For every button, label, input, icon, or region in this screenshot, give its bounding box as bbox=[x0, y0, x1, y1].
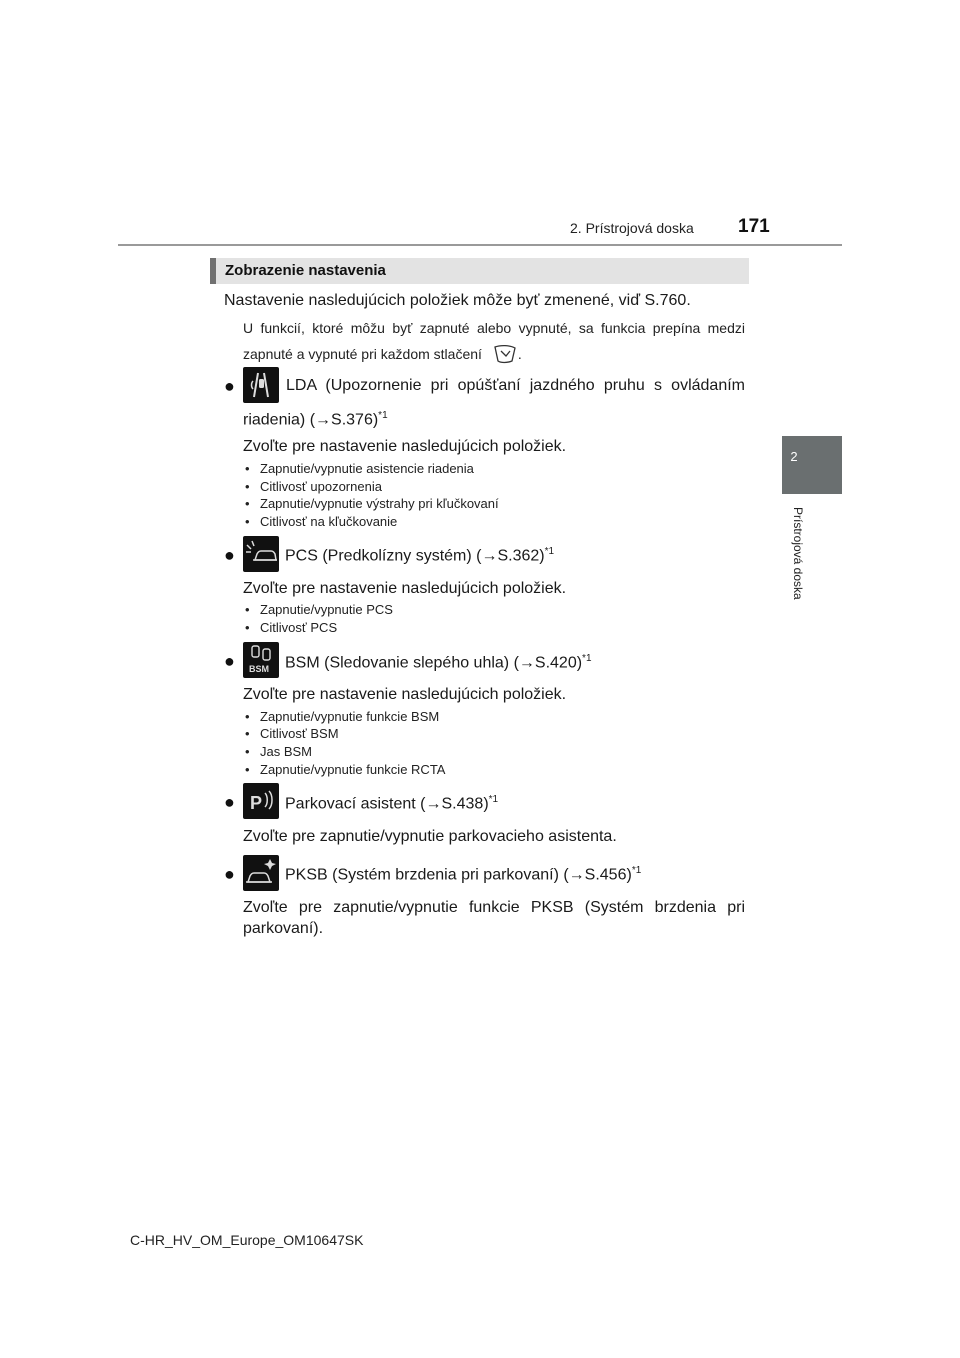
list-item: • Citlivosť PCS bbox=[245, 620, 338, 635]
lda-title-text: riadenia) (→S.376) bbox=[243, 411, 379, 429]
steering-switch-icon bbox=[492, 344, 518, 364]
list-item: • Zapnutie/vypnutie funkcie RCTA bbox=[245, 762, 446, 777]
bsm-title bbox=[285, 653, 592, 672]
pcs-title bbox=[285, 546, 554, 565]
note-line-2 bbox=[243, 344, 522, 364]
note-line-1: U funkcií, ktoré môžu byť zapnuté alebo vypnuté, sa funkcia prepína medzi bbox=[243, 320, 745, 336]
running-header-section: 2. Prístrojová doska bbox=[570, 220, 694, 236]
list-item-text: Zapnutie/vypnutie funkcie BSM bbox=[260, 709, 440, 724]
chapter-tab-label: Prístrojová doska bbox=[791, 507, 805, 600]
lda-description: Zvoľte pre nastavenie nasledujúcich položiek. bbox=[243, 438, 567, 455]
lda-title-line-2 bbox=[243, 410, 388, 429]
list-item-text: Zapnutie/vypnutie PCS bbox=[260, 602, 393, 617]
parking-assist-title bbox=[285, 794, 498, 813]
header-divider bbox=[118, 244, 842, 246]
parking-assist-title-text: Parkovací asistent (→S.438) bbox=[285, 795, 489, 813]
bullet-marker: ● bbox=[224, 651, 235, 671]
list-item: • Zapnutie/vypnutie výstrahy pri kľučkovaní bbox=[245, 496, 499, 511]
parking-assist-icon bbox=[243, 783, 279, 819]
list-item: • Zapnutie/vypnutie PCS bbox=[245, 602, 393, 617]
list-item-text: Citlivosť BSM bbox=[260, 726, 339, 741]
note-line-2-end: . bbox=[517, 346, 522, 362]
pksb-description-line-2: parkovaní). bbox=[243, 920, 324, 937]
bsm-description: Zvoľte pre nastavenie nasledujúcich položiek. bbox=[243, 686, 567, 703]
footnote-marker: *1 bbox=[631, 865, 642, 876]
chapter-tab bbox=[782, 436, 842, 494]
bullet-marker: ● bbox=[224, 545, 235, 565]
pcs-icon bbox=[243, 536, 279, 572]
list-item: • Citlivosť upozornenia bbox=[245, 479, 382, 494]
footnote-marker: *1 bbox=[488, 794, 499, 805]
footnote-marker: *1 bbox=[378, 410, 388, 421]
list-item-text: Zapnutie/vypnutie asistencie riadenia bbox=[260, 461, 474, 476]
bullet-marker: ● bbox=[224, 864, 235, 884]
list-item: • Citlivosť na kľučkovanie bbox=[245, 514, 398, 529]
note-line-2-text: zapnuté a vypnuté pri každom stlačení bbox=[243, 346, 482, 362]
bsm-title-text: BSM (Sledovanie slepého uhla) (→S.420) bbox=[285, 654, 583, 672]
list-item-text: Zapnutie/vypnutie funkcie RCTA bbox=[260, 762, 446, 777]
footnote-marker: *1 bbox=[582, 653, 592, 664]
list-item-text: Citlivosť upozornenia bbox=[260, 479, 382, 494]
list-item: • Zapnutie/vypnutie funkcie BSM bbox=[245, 709, 440, 724]
section-heading-text: Zobrazenie nastavenia bbox=[225, 262, 386, 279]
list-item-text: Citlivosť PCS bbox=[260, 620, 338, 635]
svg-text:P: P bbox=[250, 793, 263, 813]
footnote-marker: *1 bbox=[544, 546, 555, 557]
parking-assist-description: Zvoľte pre zapnutie/vypnutie parkovacieho asistenta. bbox=[243, 828, 617, 845]
section-heading bbox=[210, 258, 749, 284]
page-number: 171 bbox=[738, 216, 770, 237]
lda-title-line-1: LDA (Upozornenie pri opúšťaní jazdného pruhu s ovládaním bbox=[286, 377, 745, 394]
list-item-text: Citlivosť na kľučkovanie bbox=[260, 514, 398, 529]
bsm-icon-label: BSM bbox=[249, 664, 269, 674]
pksb-description-line-1: Zvoľte pre zapnutie/vypnutie funkcie PKSB (Systém brzdenia pri bbox=[243, 899, 745, 916]
list-item: • Citlivosť BSM bbox=[245, 726, 339, 741]
pksb-icon bbox=[243, 855, 279, 891]
pcs-title-text: PCS (Predkolízny systém) (→S.362) bbox=[285, 547, 545, 565]
bullet-marker: ● bbox=[224, 792, 235, 812]
pcs-description: Zvoľte pre nastavenie nasledujúcich položiek. bbox=[243, 580, 567, 597]
bsm-icon bbox=[243, 642, 279, 678]
list-item: • Zapnutie/vypnutie asistencie riadenia bbox=[245, 461, 474, 476]
list-item-text: Zapnutie/vypnutie výstrahy pri kľučkovaní bbox=[260, 496, 499, 511]
pksb-title bbox=[285, 865, 641, 884]
bullet-marker: ● bbox=[224, 376, 235, 396]
list-item-text: Jas BSM bbox=[260, 744, 313, 759]
intro-text: Nastavenie nasledujúcich položiek môže byť zmenené, viď S.760. bbox=[224, 292, 691, 309]
pksb-title-text: PKSB (Systém brzdenia pri parkovaní) (→S.456) bbox=[285, 866, 632, 884]
document-code: C-HR_HV_OM_Europe_OM10647SK bbox=[130, 1232, 364, 1248]
list-item: • Jas BSM bbox=[245, 744, 313, 759]
chapter-tab-number: 2 bbox=[790, 449, 798, 464]
